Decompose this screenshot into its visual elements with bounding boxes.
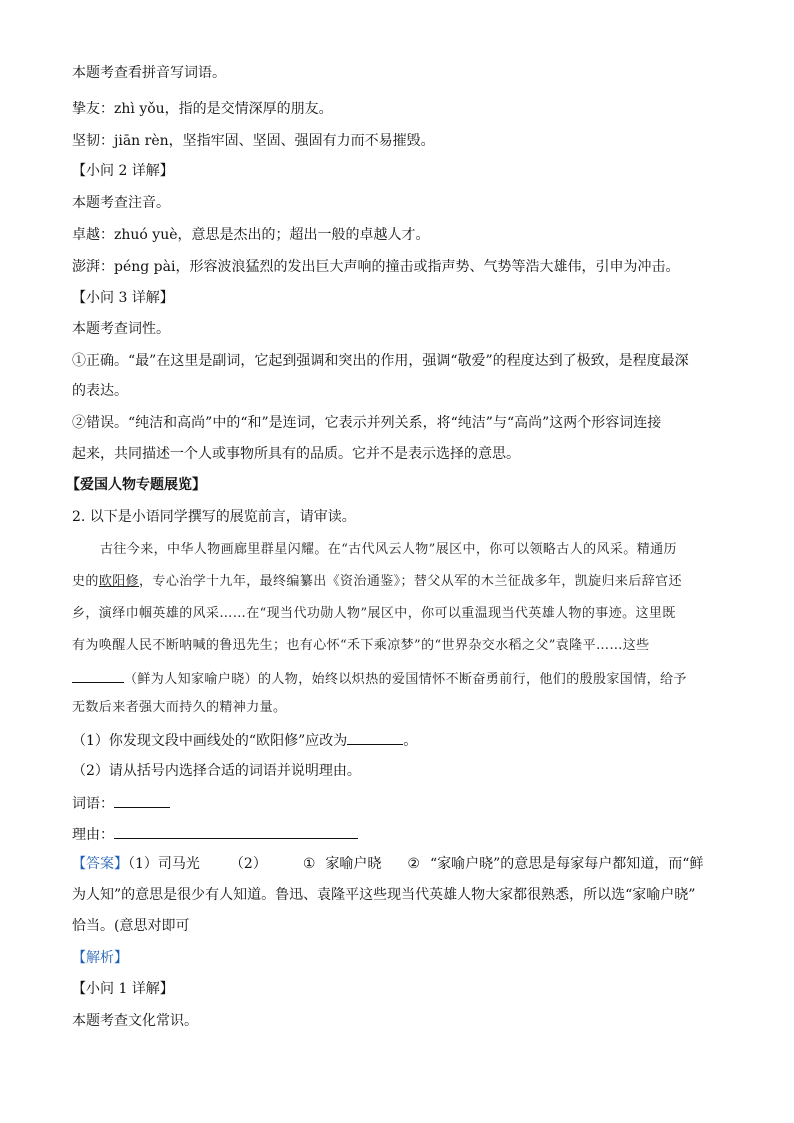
section-heading: 【小问 2 详解】: [72, 163, 174, 179]
answer-text: （1）司马光: [128, 856, 200, 872]
word-line: [72, 793, 170, 813]
answer-text: 家喻户晓: [325, 856, 382, 872]
passage-line: 有为唤醒人民不断呐喊的鲁迅先生；也有心怀“禾下乘凉梦”的“世界杂交水稻之父”袁隆平……这些: [72, 638, 650, 653]
text-line: 起来，共同描述一个人或事物所具有的品质。它并不是表示选择的意思。: [72, 446, 520, 462]
text-line: 本题考查文化常识。: [72, 1013, 198, 1029]
choice-marker: ②: [407, 856, 420, 872]
word-label: 词语：: [72, 796, 114, 812]
passage-line: 古往今来，中华人物画廊里群星闪耀。在“古代风云人物”展区中，你可以领略古人的风采。精通历: [100, 542, 677, 557]
text-line: 挚友：zhì yǒu，指的是交情深厚的朋友。: [72, 101, 333, 117]
passage-text: （鲜为人知家喻户晓）的人物，始终以炽热的爱国情怀不断奋勇前行，他们的殷殷家国情，给予: [124, 672, 687, 687]
passage-line: 无数后来者强大而持久的精神力量。: [72, 700, 287, 715]
answer-text: “家喻户晓”的意思是每家每户都知道，而“鲜: [429, 856, 704, 872]
underlined-name: 欧阳修: [98, 574, 140, 589]
section-heading: 【小问 3 详解】: [72, 290, 174, 306]
answer-tag: 【答案】: [72, 856, 128, 872]
section-heading: 【小问 1 详解】: [72, 981, 174, 997]
answer-text: （2）: [229, 856, 267, 872]
text-line: 卓越：zhuó yuè，意思是杰出的；超出一般的卓越人才。: [72, 227, 430, 243]
reason-line: [72, 824, 358, 844]
reason-label: 理由：: [72, 827, 114, 843]
text-line: ①正确。“最”在这里是副词，它起到强调和突出的作用，强调“敬爱”的程度达到了极致，是程度最深: [72, 353, 689, 369]
question-2: （2）请从括号内选择合适的词语并说明理由。: [72, 763, 361, 779]
text-line: 坚韧：jiān rèn，坚指牢固、坚固、强固有力而不易摧毁。: [72, 133, 435, 149]
text-line: 本题考查词性。: [72, 321, 170, 337]
answer-line: [72, 855, 703, 873]
answer-line: 恰当。(意思对即可: [72, 918, 190, 934]
answer-line: 为人知”的意思是很少有人知道。鲁迅、袁隆平这些现当代英雄人物大家都很熟悉，所以选“家喻户晓”: [72, 887, 696, 903]
question-text: （1）你发现文段中画线处的“欧阳修”应改为: [72, 733, 348, 749]
text-line: 本题考查看拼音写词语。: [72, 65, 226, 81]
choice-marker: ①: [302, 856, 316, 872]
fill-blank[interactable]: [72, 668, 124, 683]
topic-heading: 【爱国人物专题展览】: [66, 477, 206, 493]
word-blank[interactable]: [114, 793, 170, 808]
question-1: [72, 730, 417, 750]
reason-blank[interactable]: [114, 824, 358, 839]
passage-line: 乡，演绎巾帼英雄的风采……在“现当代功勋人物”展区中，你可以重温现当代英雄人物的事迹。这里既: [72, 606, 676, 621]
question-text: 。: [403, 733, 418, 749]
text-line: 本题考查注音。: [72, 195, 170, 211]
text-line: 的表达。: [72, 383, 128, 399]
passage-text: 史的: [72, 574, 99, 589]
passage-line: [72, 668, 687, 689]
question-intro: 2. 以下是小语同学撰写的展览前言，请审读。: [72, 509, 356, 525]
passage-line: [72, 573, 682, 591]
answer-blank[interactable]: [347, 730, 403, 745]
passage-text: ，专心治学十九年，最终编纂出《资治通鉴》；替父从军的木兰征战多年，凯旋归来后辞官还: [139, 574, 682, 589]
text-line: 澎湃：péng pài，形容波浪猛烈的发出巨大声响的撞击或指声势、气势等浩大雄伟，引申为冲击。: [72, 259, 680, 275]
text-line: ②错误。“纯洁和高尚”中的“和”是连词，它表示并列关系，将“纯洁”与“高尚”这两个形容词连接: [72, 415, 662, 431]
analysis-tag: 【解析】: [72, 950, 128, 966]
